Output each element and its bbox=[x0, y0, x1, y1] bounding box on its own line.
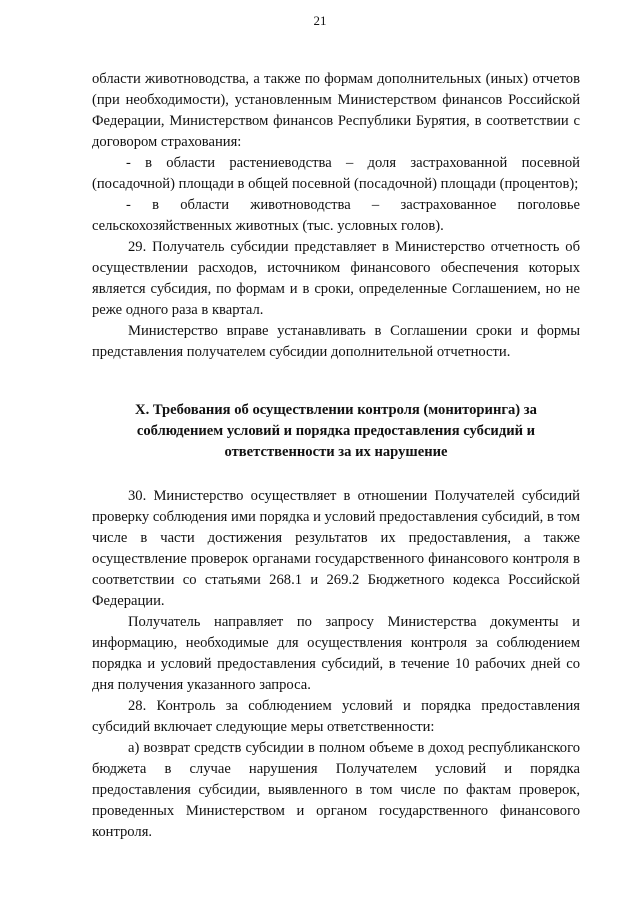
list-item-crop: - в области растениеводства – доля застрахованной посевной (посадочной) площади в общей посевной (посадочной) площади (процентов); bbox=[92, 155, 580, 192]
page-number: 21 bbox=[313, 13, 327, 28]
paragraph-30: 30. Министерство осуществляет в отношении Получателей субсидий проверку соблюдения ими порядка и условий предоставления субсидий, в том числе в части достижения результатов их предоставления, а также осуществление проверок органами государственного финансового контроля в соответствии со статьями 268.1 и 269.2 Бюджетного кодекса Российской Федерации. bbox=[92, 488, 580, 609]
paragraph-28-a: а) возврат средств субсидии в полном объеме в доход республиканского бюджета в случае нарушения Получателем условий и порядка предоставления субсидии, выявленного в том числе по фактам проверок, проведенных Министерством и органом государственного финансового контроля. bbox=[92, 740, 580, 840]
paragraph-continuation: области животноводства, а также по формам дополнительных (иных) отчетов (при необходимости), установленным Министерством финансов Российской Федерации, Министерством финансов Республики Бурятия, в соответствии с договором страхования: bbox=[92, 71, 580, 150]
section-heading-line-1: X. Требования об осуществлении контроля (мониторинга) за bbox=[135, 402, 537, 418]
paragraph-ministry-right: Министерство вправе устанавливать в Соглашении сроки и формы представления получателем субсидии дополнительной отчетности. bbox=[92, 323, 580, 360]
section-heading-line-3: ответственности за их нарушение bbox=[224, 444, 448, 460]
paragraph-recipient-documents: Получатель направляет по запросу Министерства документы и информацию, необходимые для осуществления контроля за соблюдением порядка и условий предоставления субсидий, в течение 10 рабочих дней со дня получения указанного запроса. bbox=[92, 614, 580, 693]
paragraph-29: 29. Получатель субсидии представляет в Министерство отчетность об осуществлении расходов, источником финансового обеспечения которых является субсидия, по формам и в сроки, определенные Соглашением, но не реже одного раза в квартал. bbox=[92, 239, 580, 318]
list-item-livestock: - в области животноводства – застрахованное поголовье сельскохозяйственных животных (тыс. условных голов). bbox=[92, 197, 580, 234]
document-body bbox=[92, 69, 580, 843]
section-heading-line-2: соблюдением условий и порядка предоставления субсидий и bbox=[136, 423, 536, 439]
paragraph-28: 28. Контроль за соблюдением условий и порядка предоставления субсидий включает следующие меры ответственности: bbox=[92, 698, 580, 735]
